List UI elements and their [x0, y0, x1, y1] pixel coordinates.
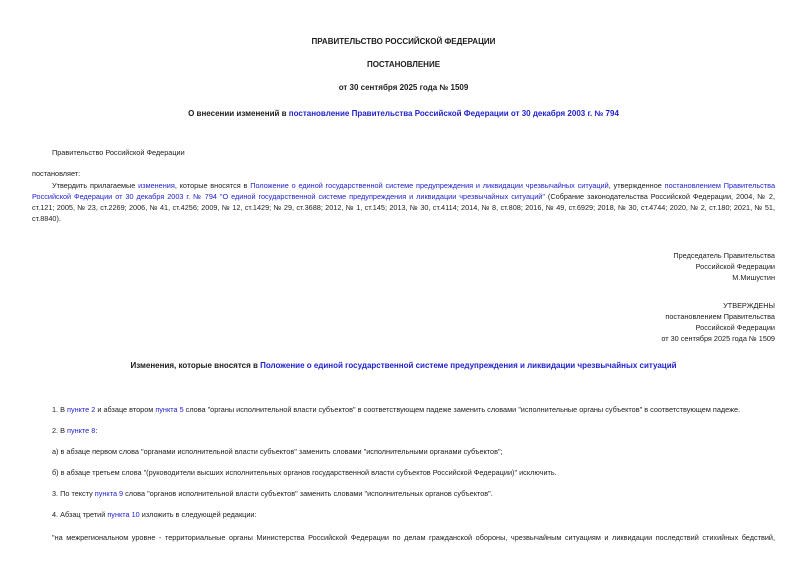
doc-text: 3. По тексту: [52, 489, 95, 498]
doc-link[interactable]: Положение о единой государственной системе предупреждения и ликвидации чрезвычайных ситуаций: [250, 181, 609, 190]
doc-text: Утвердить прилагаемые: [52, 181, 139, 190]
approval-line: УТВЕРЖДЕНЫ: [723, 301, 775, 310]
doc-link[interactable]: изменения: [138, 181, 175, 190]
amendment-item: [32, 425, 775, 436]
signature-line: Председатель Правительства: [673, 251, 775, 260]
doc-text: слова "органы исполнительной власти субъектов" в соответствующем падеже заменить словами "исполнительные органы субъектов" в соответствующем падеже.: [183, 405, 741, 414]
preamble-paragraph: [32, 180, 775, 224]
doc-authority: ПРАВИТЕЛЬСТВО РОССИЙСКОЙ ФЕДЕРАЦИИ: [311, 37, 496, 46]
approval-line: постановлением Правительства: [665, 312, 775, 321]
doc-text: "на межрегиональном уровне - территориальные органы Министерства Российской Федерации по делам гражданской обороны, чрезвычайным ситуациям и ликвидации последствий стихийных бедствий,: [52, 533, 775, 542]
doc-text: слова "органов исполнительной власти субъектов" заменить словами "исполнительных органов субъектов".: [123, 489, 493, 498]
amendment-item: [32, 404, 775, 415]
doc-link[interactable]: Положение о единой государственной системе предупреждения и ликвидации чрезвычайных ситуаций: [260, 361, 677, 370]
doc-text: 1. В: [52, 405, 68, 414]
doc-text: , утвержденное: [608, 181, 665, 190]
doc-text: , которые вносятся в: [174, 181, 251, 190]
preamble-resolves: постановляет:: [32, 169, 81, 178]
doc-link[interactable]: пункта 5: [155, 405, 184, 414]
doc-type: ПОСТАНОВЛЕНИЕ: [366, 60, 441, 69]
doc-text: и абзаце втором: [95, 405, 156, 414]
doc-text: :: [95, 426, 98, 435]
signature-line: Российской Федерации: [695, 262, 775, 271]
doc-link[interactable]: пункта 9: [94, 489, 124, 498]
doc-text: б) в абзаце третьем слова "(руководители высших исполнительных органов государственной власти субъектов Российской Федерации)" исключить.: [52, 468, 557, 477]
approval-stamp: [32, 300, 775, 344]
doc-text: изложить в следующей редакции:: [139, 510, 257, 519]
doc-link[interactable]: пункте 2: [67, 405, 96, 414]
signature-block: [32, 250, 775, 283]
amendment-subitem: [32, 446, 775, 457]
amendment-item: [32, 488, 775, 499]
doc-text: а) в абзаце первом слова "органами исполнительной власти субъектов" заменить словами "исполнительными органами субъектов";: [52, 447, 503, 456]
amendment-subitem: [32, 467, 775, 478]
doc-date-number: от 30 сентября 2025 года № 1509: [338, 83, 469, 92]
annex-heading: [32, 360, 775, 371]
doc-link[interactable]: пункта 10: [107, 510, 140, 519]
signature-name: М.Мишустин: [732, 273, 775, 282]
preamble-intro: Правительство Российской Федерации: [52, 148, 185, 157]
approval-line: от 30 сентября 2025 года № 1509: [661, 334, 775, 343]
doc-text: О внесении изменений в: [188, 109, 289, 118]
amendment-quoted-text: [32, 532, 775, 543]
doc-link[interactable]: постановлением Правительства Российской Федерации от 30 декабря 2003 г. № 794 "О единой государственной системе предупреждения и ликвидации чрезвычайных ситуаций": [32, 181, 776, 201]
approval-line: Российской Федерации: [695, 323, 775, 332]
doc-text: 4. Абзац третий: [52, 510, 108, 519]
doc-text: Изменения, которые вносятся в: [130, 361, 261, 370]
doc-text: (Собрание законодательства Российской Федерации, 2004, № 2, ст.121; 2005, № 23, ст.2269; 2006, № 41, ст.4256; 2009, № 12, ст.1429; № 29, ст.3688; 2012, № 1, ст.145; 2013, № 30, ст.4114; 2014, № 8, ст.808; 2016, № 49, ст.6929; 2018, № 30, ст.4744; 2020, № 2, ст.180; 2021, № 51, ст.8840).: [32, 192, 775, 223]
amendments-list: [32, 404, 775, 543]
amendment-item: [32, 509, 775, 520]
doc-text: 2. В: [52, 426, 68, 435]
doc-title: [32, 108, 775, 119]
doc-link[interactable]: пункте 8: [67, 426, 96, 435]
doc-link[interactable]: постановление Правительства Российской Федерации от 30 декабря 2003 г. № 794: [288, 109, 619, 118]
